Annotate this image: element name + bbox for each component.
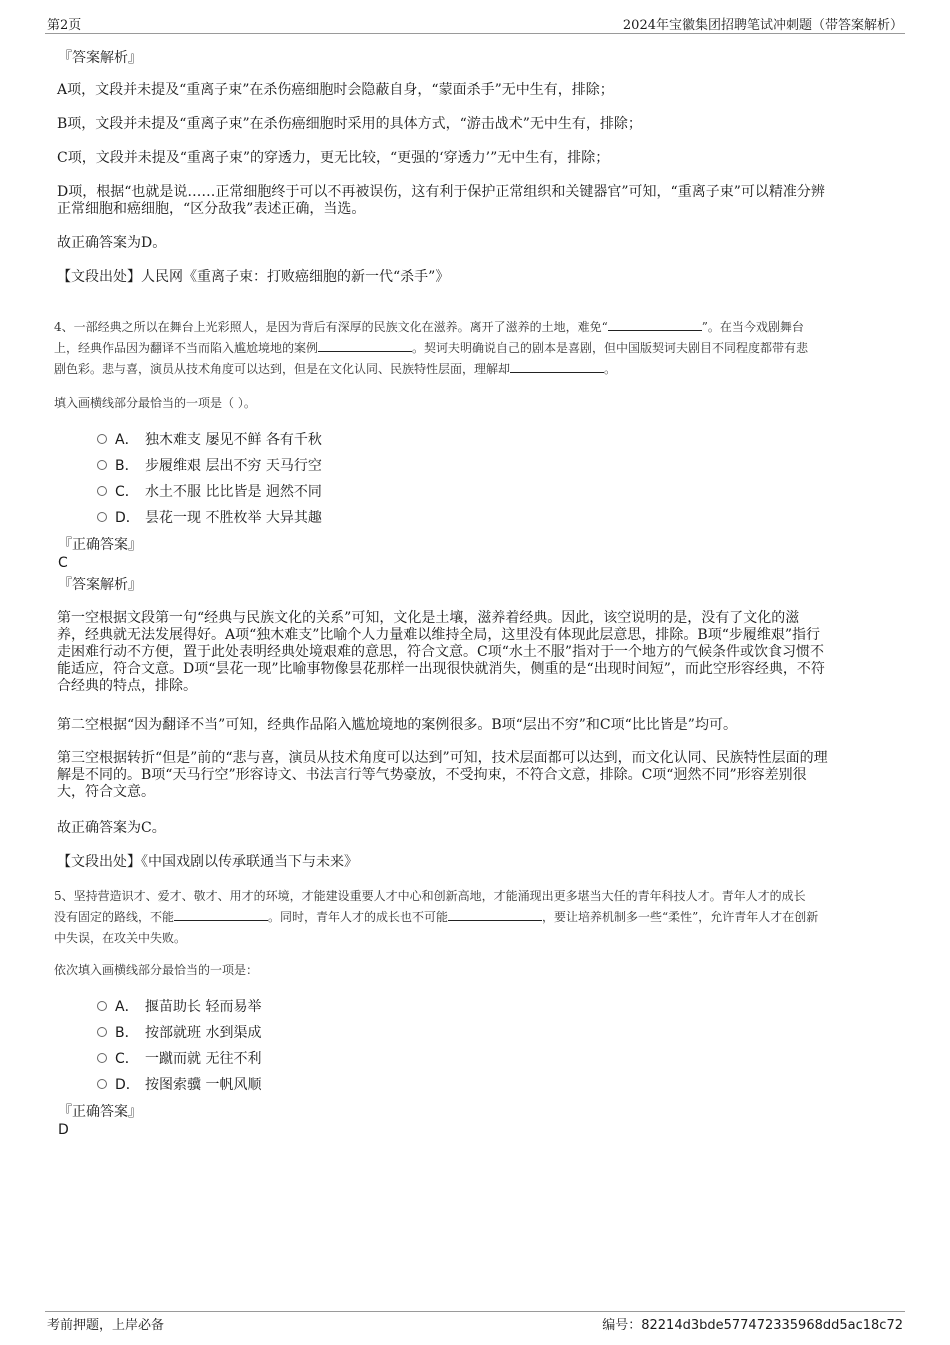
q4-conclusion: 故正确答案为C。 [57,820,166,836]
q5-answer: D [58,1122,69,1138]
document-code: 编号：82214d3bde577472335968dd5ac18c72 [602,1318,903,1333]
q4-option-c[interactable]: C． 水土不服 比比皆是 迥然不同 [97,481,322,501]
page-number: 第2页 [47,18,82,33]
footer-slogan: 考前押题，上岸必备 [47,1318,165,1333]
q3-analysis-d-line1: D项，根据“也就是说……正常细胞终于可以不再被误伤，这有利于保护正常组织和关键器官”可知，“重离子束”可以精准分辨 [57,184,825,200]
blank-1 [174,908,268,921]
q4-prompt: 填入画横线部分最恰当的一项是（ ）。 [54,396,256,410]
q4-source: 【文段出处】《中国戏剧以传承联通当下与未来》 [57,854,358,870]
q5-answer-title: 『正确答案』 [58,1104,142,1120]
q4-analysis-title: 『答案解析』 [58,577,142,593]
q5-option-c[interactable]: C． 一蹴而就 无往不利 [97,1048,261,1068]
radio-icon[interactable] [97,460,107,470]
q5-stem-line3: 中失误，在攻关中失败。 [54,931,187,945]
q5-prompt: 依次填入画横线部分最恰当的一项是： [54,963,259,977]
q4-stem-line3: 剧色彩。悲与喜，演员从技术角度可以达到，但是在文化认同、民族特性层面，理解却 。 [54,362,617,376]
q3-source: 【文段出处】人民网《重离子束：打败癌细胞的新一代“杀手”》 [57,269,450,285]
q5-stem-line2: 没有固定的路线，不能 。同时，青年人才的成长也不可能 ，要让培养机制多一些“柔性”，允许青年人才在创新 [54,910,819,924]
q3-analysis-title: 『答案解析』 [58,50,142,66]
q4-stem-line1: 4、一部经典之所以在舞台上光彩照人，是因为背后有深厚的民族文化在滋养。离开了滋养的土地，难免“ ”。在当今戏剧舞台 [54,320,804,334]
radio-icon[interactable] [97,1079,107,1089]
blank-3 [510,360,604,373]
document-title: 2024年宝徽集团招聘笔试冲刺题（带答案解析） [622,18,903,33]
q4-analysis-p2: 第二空根据“因为翻译不当”可知，经典作品陷入尴尬境地的案例很多。B项“层出不穷”和C项“比比皆是”均可。 [57,717,737,733]
blank-2 [318,339,412,352]
q5-stem-line1: 5、坚持营造识才、爱才、敬才、用才的环境，才能建设重要人才中心和创新高地，才能涌现出更多堪当大任的青年科技人才。青年人才的成长 [54,889,806,903]
radio-icon[interactable] [97,1001,107,1011]
q4-answer-title: 『正确答案』 [58,537,142,553]
radio-icon[interactable] [97,1027,107,1037]
radio-icon[interactable] [97,1053,107,1063]
footer-divider [45,1311,905,1312]
q3-analysis-b: B项，文段并未提及“重离子束”在杀伤癌细胞时采用的具体方式，“游击战术”无中生有，排除； [57,116,642,132]
q3-conclusion: 故正确答案为D。 [57,235,167,251]
blank-2 [448,908,542,921]
q3-analysis-c: C项，文段并未提及“重离子束”的穿透力，更无比较，“更强的‘穿透力’”无中生有，排除； [57,150,610,166]
header-divider [45,33,905,34]
blank-1 [608,318,702,331]
q4-option-b[interactable]: B． 步履维艰 层出不穷 天马行空 [97,455,322,475]
q3-analysis-a: A项，文段并未提及“重离子束”在杀伤癌细胞时会隐蔽自身，“蒙面杀手”无中生有，排除； [57,82,614,98]
q4-stem-line2: 上，经典作品因为翻译不当而陷入尴尬境地的案例 。契诃夫明确说自己的剧本是喜剧，但中国版契诃夫剧目不同程度都带有悲 [54,341,809,355]
q4-option-a[interactable]: A． 独木难支 屡见不鲜 各有千秋 [97,429,322,449]
q5-option-d[interactable]: D． 按图索骥 一帆风顺 [97,1074,261,1094]
q5-option-a[interactable]: A． 揠苗助长 轻而易举 [97,996,261,1016]
q4-answer: C [58,555,68,571]
q5-option-b[interactable]: B． 按部就班 水到渠成 [97,1022,261,1042]
q4-analysis-p1: 第一空根据文段第一句“经典与民族文化的关系”可知，文化是土壤，滋养着经典。因此，该空说明的是，没有了文化的滋 养，经典就无法发展得好。A项“独木难支”比喻个人力量难以维持全局，这里没有体现此层意思，排除。B项“步履维艰”指行 走困难行动不方便，置于此处表明经典处境艰难的意思，符合文意。C项“水土不服”指对于一个地方的气候条件或饮食习惯不 能适应，符合文意。D项“昙花一现”比喻事物像昙花那样一出现很快就消失，侧重的是“出现时间短”，而此空形容经典，不符 合经典的特点，排除。 [57,610,825,694]
q4-analysis-p3: 第三空根据转折“但是”前的“悲与喜，演员从技术角度可以达到”可知，技术层面都可以达到，而文化认同、民族特性层面的理 解是不同的。B项“天马行空”形容诗文、书法言行等气势豪放，不受拘束，不符合文意，排除。C项“迥然不同”形容差别很 大，符合文意。 [57,750,828,800]
radio-icon[interactable] [97,512,107,522]
radio-icon[interactable] [97,434,107,444]
q3-analysis-d-line2: 正常细胞和癌细胞，“区分敌我”表述正确，当选。 [57,201,366,217]
radio-icon[interactable] [97,486,107,496]
q4-option-d[interactable]: D． 昙花一现 不胜枚举 大异其趣 [97,507,322,527]
